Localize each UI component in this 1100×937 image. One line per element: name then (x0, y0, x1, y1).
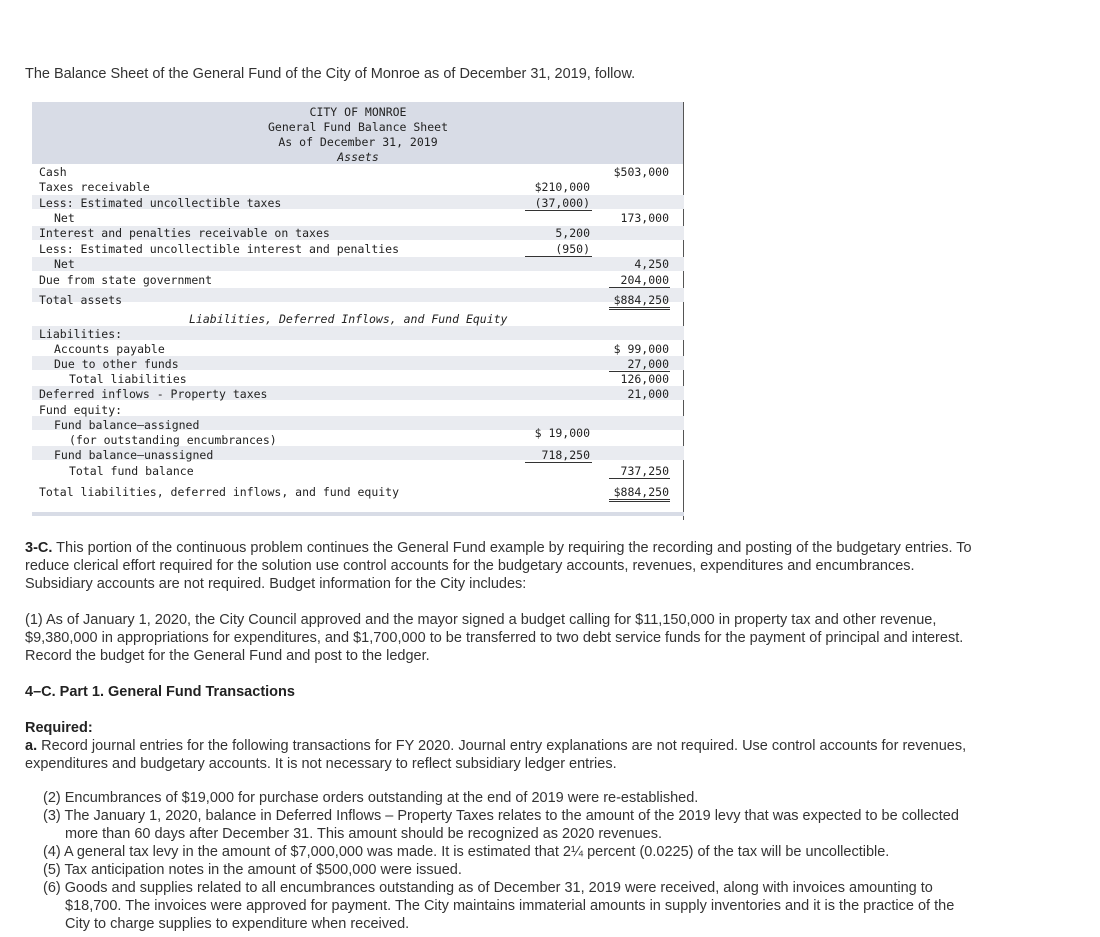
row-less-uncollectible-interest-amount: (950) (555, 242, 590, 256)
row-net2-label: Net (54, 257, 75, 271)
row-total-liabilities-total: 126,000 (620, 372, 669, 386)
row-interest-receivable-label: Interest and penalties receivable on taxes (39, 226, 330, 240)
transaction-item: (2) Encumbrances of $19,000 for purchase orders outstanding at the end of 2019 were re-established. (43, 790, 699, 806)
bs-title-date: As of December 31, 2019 (278, 135, 438, 149)
item-1-paragraph: (1) As of January 1, 2020, the City Council approved and the mayor signed a budget calling for $11,150,000 in property tax and other revenue, $9,380,000 in appropriations for expenditures, and $1,700,000 to be transferred to two debt service funds for the payment of principal and interest. Record the budget for the General Fund and post to the ledger. (25, 612, 964, 664)
row-net1-total: 173,000 (620, 211, 669, 225)
required-a-label: a. (25, 738, 38, 754)
row-total-fund-balance-total: 737,250 (620, 464, 669, 478)
section-3c-paragraph (25, 539, 975, 593)
row-interest-receivable-amount: 5,200 (555, 226, 590, 240)
row-taxes-receivable-label: Taxes receivable (39, 180, 150, 194)
balance-sheet (32, 102, 684, 520)
double-underline (609, 501, 670, 502)
part-heading: 4–C. Part 1. General Fund Transactions (25, 684, 295, 700)
transaction-item: (6) Goods and supplies related to all encumbrances outstanding as of December 31, 2019 were received, along with invoices amounting to $18,700. The invoices were approved for payment. The City maintains immaterial amounts in supply inventories and it is the practice of the City to charge supplies to expenditure when received. (43, 880, 955, 932)
required-a-text: Record journal entries for the following transactions for FY 2020. Journal entry explanations are not required. Use control accounts for revenues, expenditures and budgetary accounts. It is not necessary to reflect subsidiary ledger entries. (25, 738, 967, 772)
bs-liabilities-heading: Liabilities, Deferred Inflows, and Fund Equity (189, 312, 508, 326)
row-net2-total: 4,250 (634, 257, 669, 271)
row-liabilities-label: Liabilities: (39, 327, 123, 341)
row-total-liabilities-label: Total liabilities (69, 372, 187, 386)
row-less-uncollectible-taxes-amount: (37,000) (534, 196, 590, 210)
row-due-from-state-label: Due from state government (39, 273, 213, 287)
bs-assets-heading: Assets (337, 150, 379, 164)
row-fb-assigned-sublabel: (for outstanding encumbrances) (69, 433, 277, 447)
section-3c-text: This portion of the continuous problem continues the General Fund example by requiring the recording and posting of the budgetary entries. To reduce clerical effort required for the solution use control accounts for the budgetary accounts, revenues, expenditures and encumbrances. Subsidiary accounts are not required. Budget information for the City includes: (25, 540, 972, 592)
row-fb-assigned-label: Fund balance—assigned (54, 418, 200, 432)
bs-title-statement: General Fund Balance Sheet (267, 120, 448, 134)
underline (525, 462, 592, 463)
row-cash-label: Cash (39, 165, 67, 179)
row-total-assets-label: Total assets (39, 293, 123, 307)
row-less-uncollectible-interest-label: Less: Estimated uncollectible interest and penalties (39, 242, 400, 256)
section-3c-label: 3-C. (25, 540, 53, 556)
intro-text: The Balance Sheet of the General Fund of the City of Monroe as of December 31, 2019, follow. (25, 66, 636, 82)
transaction-item: (5) Tax anticipation notes in the amount of $500,000 were issued. (43, 862, 462, 878)
transaction-item: (4) A general tax levy in the amount of $7,000,000 was made. It is estimated that 2¼ percent (0.0225) of the tax will be uncollectible. (43, 844, 890, 860)
balance-sheet-bottom-band (32, 512, 684, 516)
row-total-liab-equity-label: Total liabilities, deferred inflows, and fund equity (39, 485, 400, 499)
row-due-to-other-label: Due to other funds (54, 357, 179, 371)
bs-title-city: CITY OF MONROE (309, 105, 407, 119)
row-total-liab-equity-total: $884,250 (613, 485, 669, 499)
row-stripe (32, 326, 684, 340)
row-due-to-other-total: 27,000 (627, 357, 669, 371)
row-net1-label: Net (54, 211, 75, 225)
row-fb-assigned-amount: $ 19,000 (534, 426, 590, 440)
row-cash-total: $503,000 (613, 165, 669, 179)
row-fb-unassigned-label: Fund balance—unassigned (54, 448, 214, 462)
double-underline (609, 307, 670, 308)
underline (609, 478, 670, 479)
required-a-paragraph (25, 737, 975, 773)
row-taxes-receivable-amount: $210,000 (534, 180, 590, 194)
transactions-list (43, 789, 973, 933)
row-total-assets-total: $884,250 (613, 293, 669, 307)
row-total-fund-balance-label: Total fund balance (69, 464, 194, 478)
row-deferred-inflows-label: Deferred inflows - Property taxes (39, 387, 268, 401)
double-underline (609, 309, 670, 310)
row-due-from-state-total: 204,000 (620, 273, 669, 287)
transaction-item: (3) The January 1, 2020, balance in Deferred Inflows – Property Taxes relates to the amount of the 2019 levy that was expected to be collected more than 60 days after December 31. This amount should be recognized as 2020 revenues. (43, 808, 959, 842)
underline (609, 287, 670, 288)
required-label: Required: (25, 720, 93, 736)
row-deferred-inflows-total: 21,000 (627, 387, 669, 401)
double-underline (609, 499, 670, 500)
row-less-uncollectible-taxes-label: Less: Estimated uncollectible taxes (39, 196, 282, 210)
row-fund-equity-label: Fund equity: (39, 403, 123, 417)
row-accounts-payable-total: $ 99,000 (613, 342, 669, 356)
row-accounts-payable-label: Accounts payable (54, 342, 165, 356)
row-fb-unassigned-amount: 718,250 (541, 448, 590, 462)
